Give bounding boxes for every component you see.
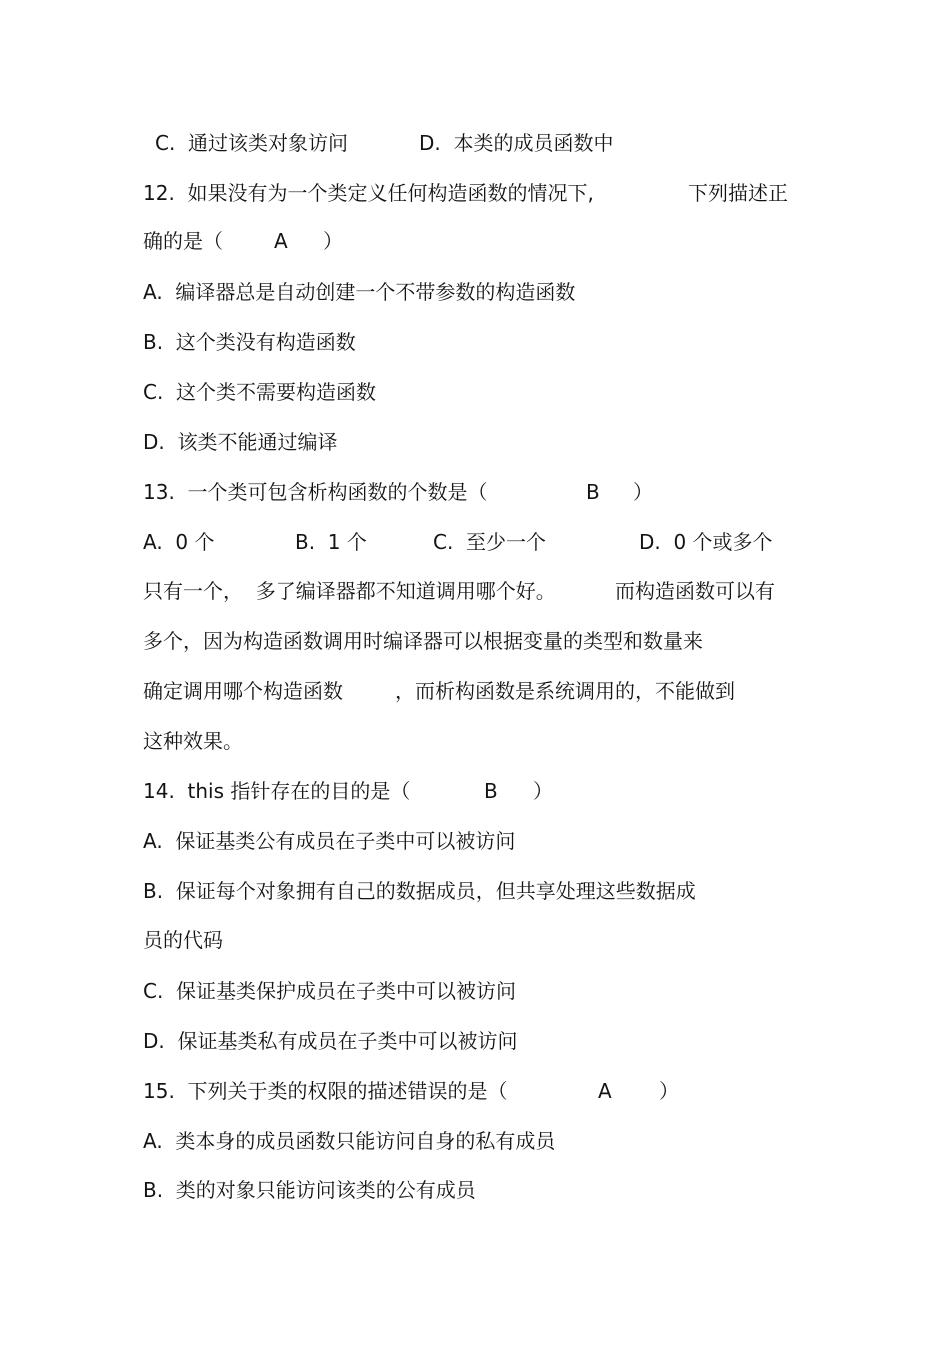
question-15-prompt: 15. 下列关于类的权限的描述错误的是（ [143, 1079, 508, 1103]
explanation-line-1 [143, 576, 775, 606]
option-d-text: D. 该类不能通过编译 [143, 430, 338, 454]
option-b-text: B. 保证每个对象拥有自己的数据成员，但共享处理这些数据成 [143, 879, 696, 903]
question-14-option-c [143, 976, 517, 1006]
question-12-text [143, 178, 788, 208]
question-12-option-b [143, 327, 356, 357]
option-b: B. 1 个 [295, 530, 367, 554]
explanation-text: 这种效果。 [143, 729, 243, 753]
option-a-text: A. 编译器总是自动创建一个不带参数的构造函数 [143, 280, 576, 304]
question-15-option-b [143, 1175, 476, 1205]
question-12-answer-line [143, 226, 343, 256]
option-c-text: C. 这个类不需要构造函数 [143, 380, 377, 404]
explanation-part-1: 只有一个， 多了编译器都不知道调用哪个好。 [143, 579, 556, 603]
question-14-prompt: 14. this 指针存在的目的是（ [143, 779, 411, 803]
question-13-close-paren: ） [633, 480, 653, 504]
question-15-close-paren: ） [659, 1079, 679, 1103]
option-a-text: A. 保证基类公有成员在子类中可以被访问 [143, 829, 516, 853]
option-d: D. 0 个或多个 [639, 530, 773, 554]
question-12-prompt: 确的是（ [143, 229, 223, 253]
explanation-line-2 [143, 626, 703, 656]
option-b-text: B. 这个类没有构造函数 [143, 330, 356, 354]
question-12-option-a [143, 277, 576, 307]
question-14-option-b-continued [143, 925, 223, 955]
explanation-text: 多个，因为构造函数调用时编译器可以根据变量的类型和数量来 [143, 629, 703, 653]
question-12-close-paren: ） [323, 229, 343, 253]
option-c-text: C. 保证基类保护成员在子类中可以被访问 [143, 979, 517, 1003]
question-14-close-paren: ） [533, 779, 553, 803]
question-14-option-b [143, 876, 696, 906]
option-d: D. 本类的成员函数中 [419, 131, 614, 155]
question-12-part-1: 12. 如果没有为一个类定义任何构造函数的情况下, [143, 181, 594, 205]
option-c: C. 至少一个 [433, 530, 547, 554]
question-15-option-a [143, 1126, 556, 1156]
option-b-text-continued: 员的代码 [143, 928, 223, 952]
question-13-answer: B [586, 480, 600, 504]
explanation-line-4 [143, 726, 243, 756]
explanation-part-2: 而构造函数可以有 [615, 579, 775, 603]
option-c: C. 通过该类对象访问 [155, 131, 349, 155]
question-13-options [143, 527, 773, 557]
question-13-prompt: 13. 一个类可包含析构函数的个数是（ [143, 480, 488, 504]
question-14-option-d [143, 1026, 518, 1056]
question-14-option-a [143, 826, 516, 856]
option-a: A. 0 个 [143, 530, 215, 554]
question-13-text [143, 477, 653, 507]
question-12-part-2: 下列描述正 [688, 181, 788, 205]
question-12-option-c [143, 377, 377, 407]
option-a-text: A. 类本身的成员函数只能访问自身的私有成员 [143, 1129, 556, 1153]
question-14-text [143, 776, 553, 806]
option-d-text: D. 保证基类私有成员在子类中可以被访问 [143, 1029, 518, 1053]
question-14-answer: B [484, 779, 498, 803]
explanation-part-2: ，而析构函数是系统调用的，不能做到 [395, 679, 735, 703]
explanation-line-3 [143, 676, 735, 706]
question-15-answer: A [598, 1079, 612, 1103]
explanation-part-1: 确定调用哪个构造函数 [143, 679, 343, 703]
option-b-text: B. 类的对象只能访问该类的公有成员 [143, 1178, 476, 1202]
question-15-text [143, 1076, 679, 1106]
option-line-c-d [143, 128, 614, 158]
question-12-option-d [143, 427, 338, 457]
question-12-answer: A [274, 229, 288, 253]
